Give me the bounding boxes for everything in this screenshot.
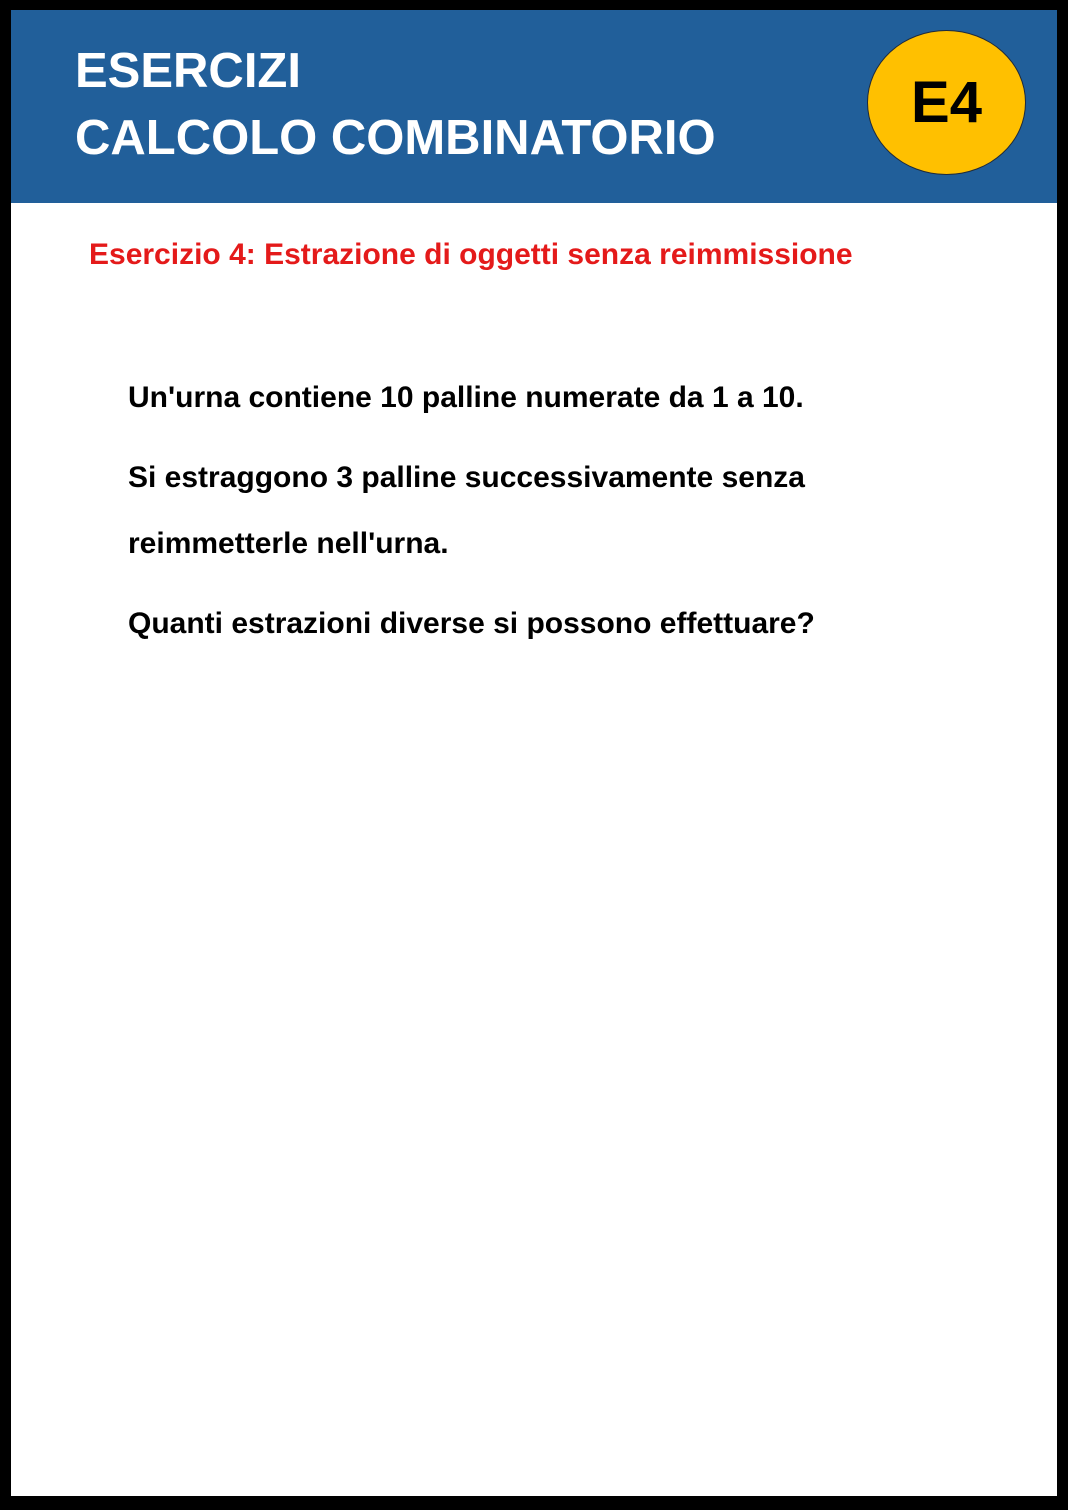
exercise-sheet [11, 10, 1057, 1496]
badge-label: E4 [911, 69, 982, 135]
header-title-line-2: CALCOLO COMBINATORIO [75, 111, 716, 165]
header-banner [11, 10, 1057, 203]
exercise-number-badge [867, 30, 1026, 175]
exercise-text-line: Si estraggono 3 palline successivamente senza [128, 461, 805, 494]
exercise-text-line: reimmetterle nell'urna. [128, 527, 449, 560]
exercise-question: Quanti estrazioni diverse si possono effettuare? [128, 607, 815, 640]
header-title-line-1: ESERCIZI [75, 44, 301, 98]
exercise-title: Esercizio 4: Estrazione di oggetti senza reimmissione [89, 238, 853, 271]
exercise-text-line: Un'urna contiene 10 palline numerate da 1 a 10. [128, 381, 804, 414]
